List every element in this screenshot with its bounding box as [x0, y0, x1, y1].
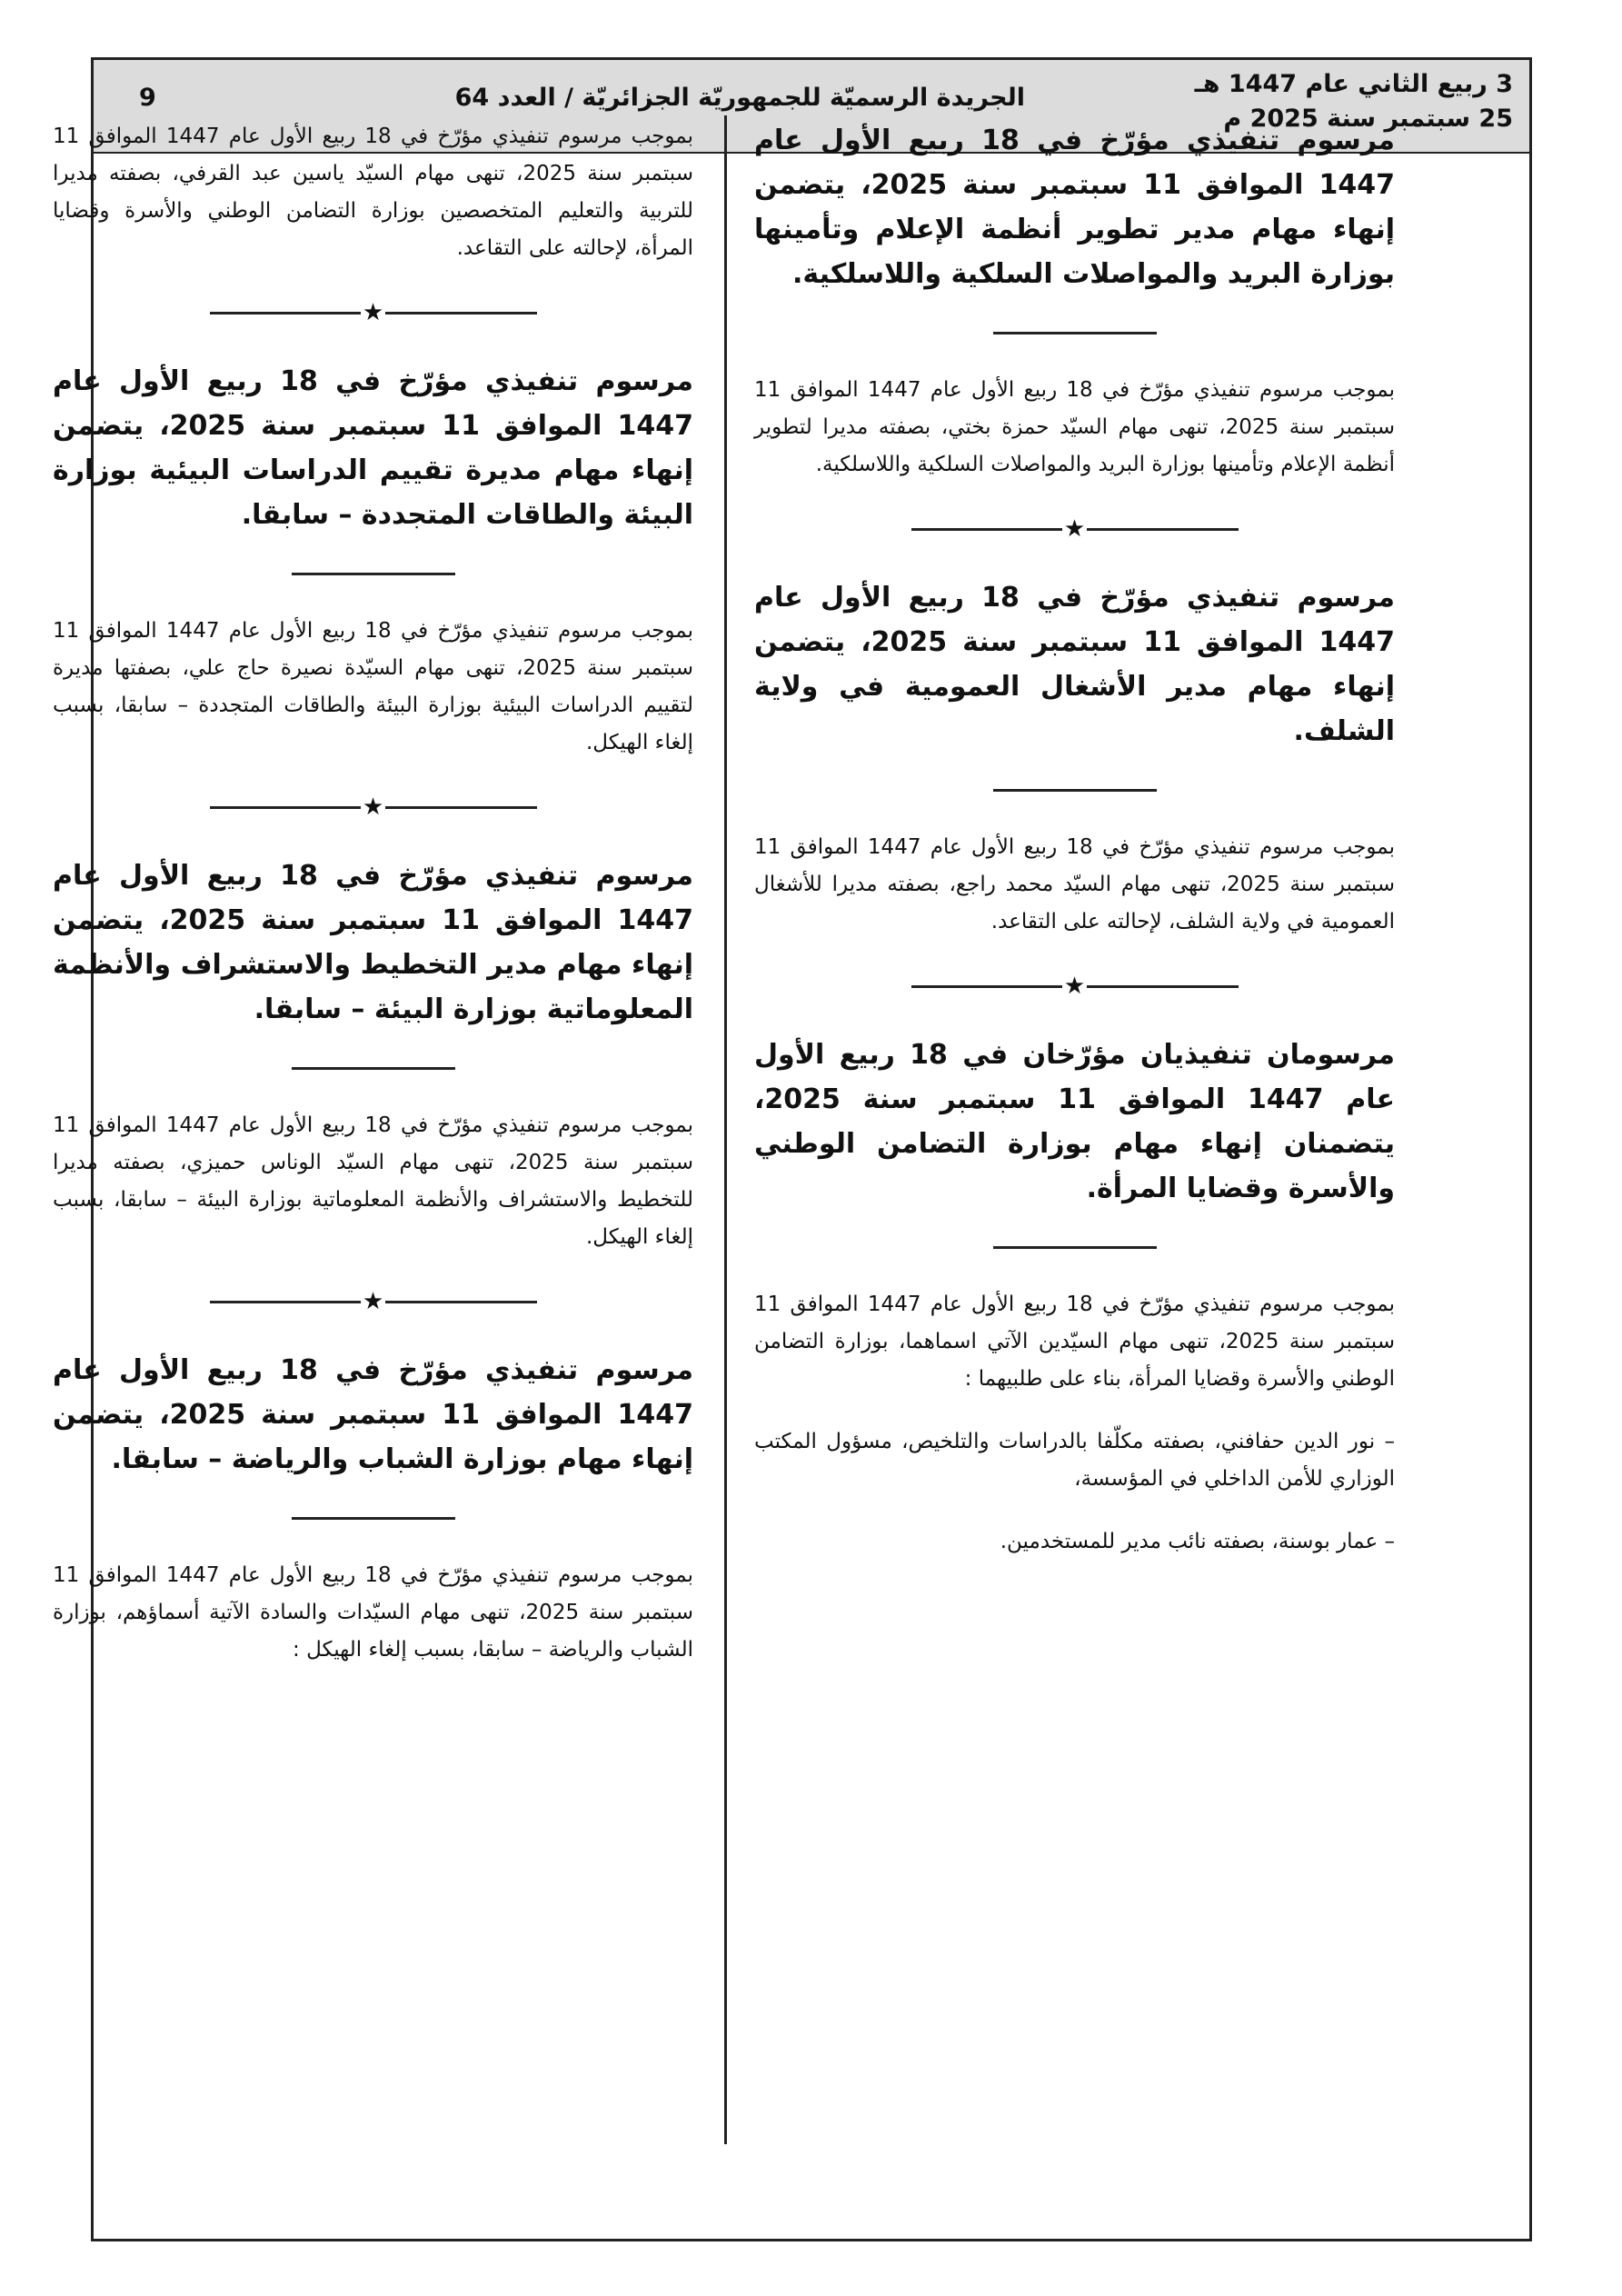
decree-body: بموجب مرسوم تنفيذي مؤرّخ في 18 ربيع الأول عام 1447 الموافق 11 سبتمبر سنة 2025، تنهى مهام السيّدات والسادة الآتية أسماؤهم، بوزارة الشباب والرياضة – سابقا، بسبب إلغاء الهيكل : [53, 1563, 694, 1662]
star-separator [210, 1290, 537, 1313]
star-icon: ★ [1063, 973, 1086, 1000]
star-separator [911, 517, 1239, 541]
star-icon: ★ [362, 299, 384, 326]
left-column [53, 118, 693, 1669]
decree-body: بموجب مرسوم تنفيذي مؤرّخ في 18 ربيع الأول عام 1447 الموافق 11 سبتمبر سنة 2025، تنهى مهام السيّدين الآتي اسماهما، بوزارة التضامن الوطني والأسرة وقضايا المرأة، بناء على طلبيهما : [754, 1293, 1396, 1391]
header-gregorian-date: 25 سبتمبر سنة 2025 م [1223, 105, 1513, 133]
decree-body: بموجب مرسوم تنفيذي مؤرّخ في 18 ربيع الأول عام 1447 الموافق 11 سبتمبر سنة 2025، تنهى مهام السيّد حمزة بختي، بصفته مديرا لتطوير أنظمة الإعلام وتأمينها بوزارة البريد والمواصلات السلكية واللاسلكية. [754, 378, 1396, 476]
title-rule [292, 1067, 455, 1070]
title-rule [993, 789, 1157, 792]
decree-body: بموجب مرسوم تنفيذي مؤرّخ في 18 ربيع الأول عام 1447 الموافق 11 سبتمبر سنة 2025، تنهى مهام السيّدة نصيرة حاج علي، بصفتها مديرة لتقييم الدراسات البيئية بوزارة البيئة والطاقات المتجددة – سابقا، بسبب إلغاء الهيكل. [53, 619, 694, 754]
decree-body: بموجب مرسوم تنفيذي مؤرّخ في 18 ربيع الأول عام 1447 الموافق 11 سبتمبر سنة 2025، تنهى مهام السيّد ياسين عبد القرفي، بصفته مديرا للتربية والتعليم المتخصصين بوزارة التضامن الوطني والأسرة وقضايا المرأة، لإحالته على التقاعد. [53, 125, 694, 260]
decree-body: بموجب مرسوم تنفيذي مؤرّخ في 18 ربيع الأول عام 1447 الموافق 11 سبتمبر سنة 2025، تنهى مهام السيّد الوناس حميزي، بصفته مديرا للتخطيط والاستشراف والأنظمة المعلوماتية بوزارة البيئة – سابقا، بسبب إلغاء الهيكل. [53, 1113, 694, 1249]
decree-title: مرسومان تنفيذيان مؤرّخان في 18 ربيع الأول عام 1447 الموافق 11 سبتمبر سنة 2025، يتضمنان إنهاء مهام بوزارة التضامن الوطني والأسرة وقضايا المرأة. [754, 1039, 1395, 1204]
star-icon: ★ [362, 794, 384, 821]
decree-title: مرسوم تنفيذي مؤرّخ في 18 ربيع الأول عام 1447 الموافق 11 سبتمبر سنة 2025، يتضمن إنهاء مهام مدير الأشغال العمومية في ولاية الشلف. [754, 582, 1395, 747]
star-icon: ★ [362, 1288, 384, 1315]
column-divider [724, 115, 727, 2144]
star-separator [911, 974, 1239, 998]
header-hijri-date: 3 ربيع الثاني عام 1447 هـ [1194, 70, 1513, 98]
decree-title: مرسوم تنفيذي مؤرّخ في 18 ربيع الأول عام 1447 الموافق 11 سبتمبر سنة 2025، يتضمن إنهاء مهام بوزارة الشباب والرياضة – سابقا. [53, 1354, 693, 1475]
title-rule [993, 1246, 1157, 1249]
right-column [754, 118, 1395, 1561]
decree-body: بموجب مرسوم تنفيذي مؤرّخ في 18 ربيع الأول عام 1447 الموافق 11 سبتمبر سنة 2025، تنهى مهام السيّد محمد راجع، بصفته مديرا للأشغال العمومية في ولاية الشلف، لإحالته على التقاعد. [754, 835, 1396, 933]
star-separator [210, 795, 537, 819]
star-separator [210, 301, 537, 324]
page-number: 9 [139, 84, 156, 112]
decree-title: مرسوم تنفيذي مؤرّخ في 18 ربيع الأول عام 1447 الموافق 11 سبتمبر سنة 2025، يتضمن إنهاء مهام مدير تطوير أنظمة الإعلام وتأمينها بوزارة البريد والمواصلات السلكية واللاسلكية. [754, 125, 1395, 290]
title-rule [993, 332, 1157, 334]
list-item: – نور الدين حفافني، بصفته مكلّفا بالدراسات والتلخيص، مسؤول المكتب الوزاري للأمن الداخلي في المؤسسة، [754, 1430, 1395, 1491]
title-rule [292, 573, 455, 575]
list-item: – عمار بوسنة، بصفته نائب مدير للمستخدمين. [1000, 1530, 1395, 1553]
star-icon: ★ [1063, 515, 1086, 543]
decree-title: مرسوم تنفيذي مؤرّخ في 18 ربيع الأول عام 1447 الموافق 11 سبتمبر سنة 2025، يتضمن إنهاء مهام مديرة تقييم الدراسات البيئية بوزارة البيئة والطاقات المتجددة – سابقا. [53, 365, 693, 531]
header-title: الجريدة الرسميّة للجمهوريّة الجزائريّة / العدد 64 [454, 84, 1025, 112]
title-rule [292, 1517, 455, 1520]
decree-title: مرسوم تنفيذي مؤرّخ في 18 ربيع الأول عام 1447 الموافق 11 سبتمبر سنة 2025، يتضمن إنهاء مهام مدير التخطيط والاستشراف والأنظمة المعلوماتية بوزارة البيئة – سابقا. [53, 860, 693, 1025]
